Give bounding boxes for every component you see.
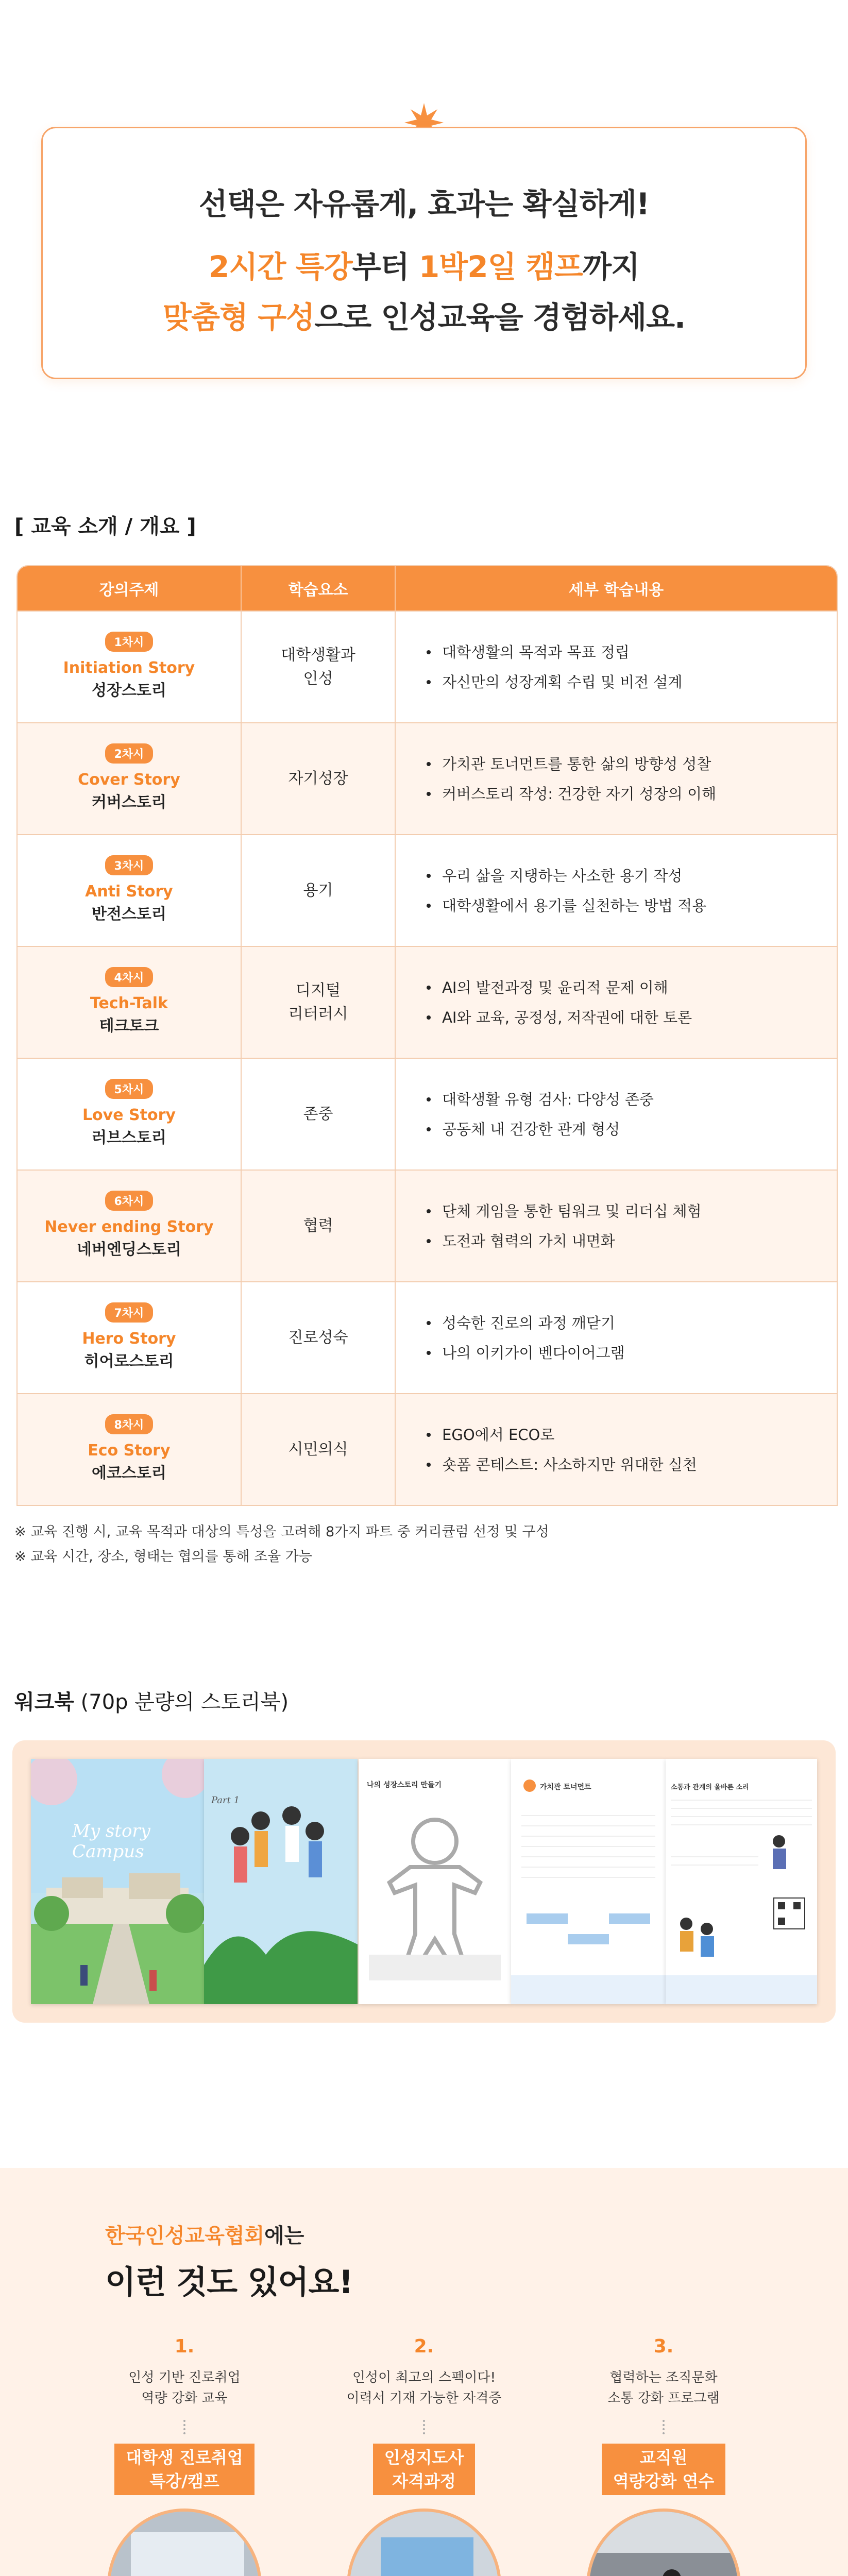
association-name: 한국인성교육협회 (105, 2224, 265, 2248)
topic-english: Love Story (82, 1106, 176, 1124)
item-number: 2. (414, 2336, 434, 2357)
details-list (427, 1308, 625, 1368)
people-illustration (666, 1759, 817, 2004)
topic-cell (18, 1059, 242, 1170)
element-line: 자기성장 (288, 769, 348, 788)
session-badge: 5차시 (105, 1079, 154, 1099)
topic-korean: 테크토크 (99, 1017, 159, 1035)
details-cell (396, 723, 837, 834)
session-badge: 2차시 (105, 743, 154, 764)
hero-accent-lecture: 2시간 특강 (208, 249, 352, 284)
detail-item: 가치관 토너먼트를 통한 삶의 방향성 성찰 (427, 749, 716, 779)
element-line: 용기 (303, 881, 333, 900)
page-2-text: Part 1 (211, 1795, 240, 1806)
topic-cell (18, 723, 242, 834)
table-row (18, 946, 837, 1058)
details-cell (396, 1059, 837, 1170)
table-row (18, 834, 837, 946)
item-photo (347, 2509, 501, 2576)
details-list (427, 1084, 654, 1144)
element-cell (242, 1394, 396, 1505)
dotted-divider (663, 2420, 665, 2434)
workbook-preview (12, 1740, 836, 2023)
extra-item-certificate (321, 2336, 527, 2576)
detail-item: 자신만의 성장계획 수립 및 비전 설계 (427, 667, 682, 697)
curriculum-table (16, 565, 838, 1506)
header-element: 학습요소 (242, 566, 396, 611)
topic-cell (18, 947, 242, 1058)
details-list (427, 637, 682, 697)
detail-item: 커버스토리 작성: 건강한 자기 성장의 이해 (427, 779, 716, 809)
table-row (18, 611, 837, 722)
element-line: 대학생활과 (281, 646, 355, 664)
extra-item-career (81, 2336, 287, 2576)
session-badge: 8차시 (105, 1414, 154, 1434)
page-3-title: 나의 성장스토리 만들기 (367, 1781, 442, 1789)
page-4-title: 가치관 토너먼트 (540, 1783, 591, 1791)
detail-item: AI와 교육, 공정성, 저작권에 대한 토론 (427, 1003, 692, 1032)
detail-item: 숏폼 콘테스트: 사소하지만 위대한 실천 (427, 1450, 697, 1480)
item-label: 교직원 역량강화 연수 (602, 2444, 726, 2495)
extras-subtitle (105, 2219, 304, 2249)
hero-text: 으로 인성교육을 경험하세요. (314, 300, 686, 335)
workbook-page-2 (204, 1759, 358, 2004)
table-row (18, 1281, 837, 1393)
item-number: 1. (174, 2336, 195, 2357)
extras-section (0, 2168, 848, 2576)
topic-cell (18, 1394, 242, 1505)
detail-item: 성숙한 진로의 과정 깨닫기 (427, 1308, 625, 1338)
element-cell (242, 723, 396, 834)
dotted-divider (183, 2420, 185, 2434)
extra-item-staff (561, 2336, 767, 2576)
topic-korean: 성장스토리 (91, 682, 166, 700)
element-cell (242, 835, 396, 946)
workbook-page-4 (511, 1759, 666, 2004)
workbook-cover (31, 1759, 204, 2004)
details-list (427, 973, 692, 1032)
element-cell (242, 612, 396, 722)
topic-english: Initiation Story (63, 659, 195, 677)
session-badge: 3차시 (105, 855, 154, 875)
detail-item: 우리 삶을 지탱하는 사소한 용기 작성 (427, 861, 706, 891)
element-line: 시민의식 (288, 1440, 348, 1459)
extras-subtitle-rest: 에는 (264, 2224, 304, 2248)
workbook-title-bold: 워크북 (14, 1690, 74, 1714)
details-cell (396, 1394, 837, 1505)
topic-korean: 히어로스토리 (84, 1352, 174, 1370)
hero-banner (41, 127, 807, 379)
element-line: 진로성숙 (288, 1328, 348, 1347)
details-cell (396, 612, 837, 722)
topic-korean: 커버스토리 (91, 793, 166, 811)
table-row (18, 722, 837, 834)
workbook-title-rest: (70p 분량의 스토리북) (74, 1690, 289, 1714)
element-cell (242, 1171, 396, 1281)
element-cell (242, 1282, 396, 1393)
details-cell (396, 1282, 837, 1393)
details-list (427, 1420, 697, 1480)
topic-cell (18, 1282, 242, 1393)
item-description: 인성이 최고의 스펙이다! 이력서 기재 가능한 자격증 (346, 2370, 502, 2406)
detail-item: 공동체 내 건강한 관계 형성 (427, 1114, 654, 1144)
details-cell (396, 1171, 837, 1281)
header-topic: 강의주제 (18, 566, 242, 611)
gingerbread-outline (359, 1759, 511, 2004)
item-description: 협력하는 조직문화 소통 강화 프로그램 (607, 2370, 720, 2406)
detail-item: AI의 발전과정 및 윤리적 문제 이해 (427, 973, 692, 1003)
details-list (427, 749, 716, 809)
detail-item: 대학생활의 목적과 목표 정립 (427, 637, 682, 667)
details-list (427, 1196, 702, 1256)
hero-accent-camp: 1박2일 캠프 (418, 249, 583, 284)
topic-cell (18, 835, 242, 946)
topic-english: Hero Story (82, 1330, 176, 1348)
dotted-divider (423, 2420, 425, 2434)
hero-line-2 (43, 243, 805, 286)
topic-korean: 네버엔딩스토리 (76, 1241, 181, 1259)
topic-english: Never ending Story (44, 1218, 214, 1236)
detail-item: 대학생활 유형 검사: 다양성 존중 (427, 1084, 654, 1114)
lecture-photo (110, 2512, 262, 2576)
note-1: ※ 교육 진행 시, 교육 목적과 대상의 특성을 고려해 8가지 파트 중 커리큘럼 선정 및 구성 (14, 1524, 549, 1540)
element-line: 존중 (303, 1105, 333, 1123)
details-cell (396, 947, 837, 1058)
element-line: 인성 (303, 669, 333, 688)
workbook-page-5 (666, 1759, 817, 2004)
hero-line-3 (43, 293, 805, 336)
session-badge: 4차시 (105, 967, 154, 987)
extras-title: 이런 것도 있어요! (105, 2263, 353, 2301)
session-badge: 6차시 (105, 1191, 154, 1211)
hero-text: 부터 (352, 249, 419, 284)
tournament-table (511, 1759, 666, 2004)
element-line: 리터러시 (288, 1005, 348, 1023)
details-list (427, 861, 706, 921)
class-photo (350, 2512, 501, 2576)
item-photo (586, 2509, 741, 2576)
topic-english: Eco Story (88, 1442, 171, 1460)
detail-item: 도전과 협력의 가치 내면화 (427, 1226, 702, 1256)
table-notes (14, 1520, 549, 1569)
detail-item: 단체 게임을 통한 팀워크 및 리더십 체험 (427, 1196, 702, 1226)
hero-line-1: 선택은 자유롭게, 효과는 확실하게! (198, 187, 650, 222)
topic-english: Anti Story (85, 883, 173, 901)
element-cell (242, 947, 396, 1058)
item-number: 3. (653, 2336, 674, 2357)
workbook-page-3 (359, 1759, 511, 2004)
table-row (18, 1058, 837, 1170)
hero-text: 까지 (582, 249, 639, 284)
topic-korean: 러브스토리 (91, 1129, 166, 1147)
session-badge: 1차시 (105, 632, 154, 652)
topic-cell (18, 612, 242, 722)
detail-item: 나의 이키가이 벤다이어그램 (427, 1338, 625, 1368)
workshop-photo (589, 2512, 741, 2576)
item-label: 대학생 진로취업 특강/캠프 (114, 2444, 255, 2495)
item-label: 인성지도사 자격과정 (373, 2444, 476, 2495)
intro-title: [ 교육 소개 / 개요 ] (14, 515, 196, 538)
header-details: 세부 학습내용 (568, 581, 664, 599)
page-5-title: 소통과 관계의 올바른 소리 (671, 1784, 749, 1791)
table-row (18, 1170, 837, 1281)
campus-illustration (31, 1759, 204, 2004)
workbook-title (14, 1686, 289, 1715)
element-line: 디지털 (295, 981, 341, 999)
topic-korean: 반전스토리 (91, 905, 166, 923)
item-photo (107, 2509, 262, 2576)
details-cell (396, 835, 837, 946)
topic-english: Tech-Talk (90, 994, 168, 1012)
cover-text: My story Campus (72, 1821, 150, 1862)
element-cell (242, 1059, 396, 1170)
topic-korean: 에코스토리 (91, 1464, 166, 1482)
hero-accent-custom: 맞춤형 구성 (162, 300, 315, 335)
table-header (18, 566, 837, 611)
element-line: 협력 (303, 1216, 333, 1235)
table-row (18, 1393, 837, 1505)
topic-english: Cover Story (78, 771, 180, 789)
topic-cell (18, 1171, 242, 1281)
detail-item: 대학생활에서 용기를 실천하는 방법 적용 (427, 891, 706, 921)
session-badge: 7차시 (105, 1302, 154, 1323)
detail-item: EGO에서 ECO로 (427, 1420, 697, 1450)
item-description: 인성 기반 진로취업 역량 강화 교육 (128, 2370, 241, 2406)
note-2: ※ 교육 시간, 장소, 형태는 협의를 통해 조율 가능 (14, 1549, 312, 1565)
